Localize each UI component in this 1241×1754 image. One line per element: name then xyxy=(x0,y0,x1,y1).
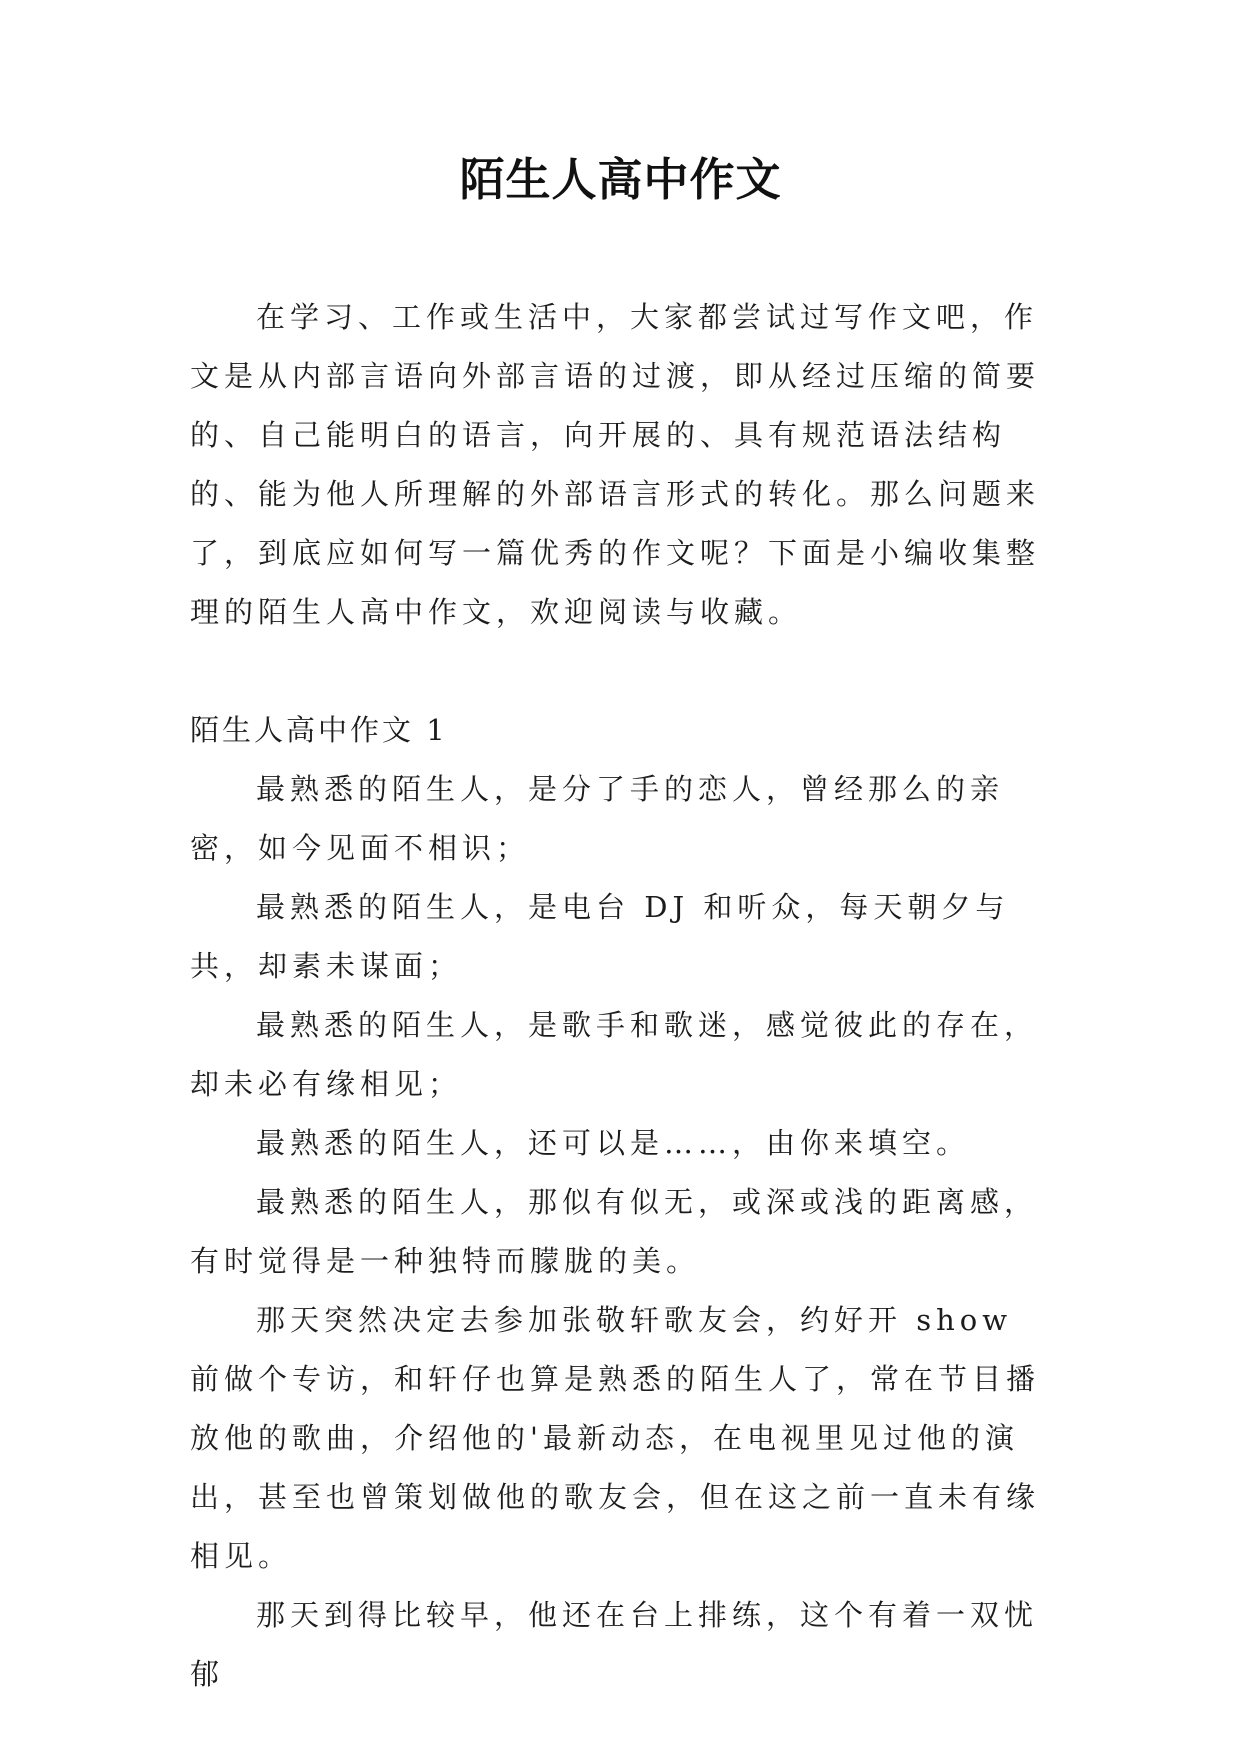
body-paragraph: 最熟悉的陌生人，那似有似无，或深或浅的距离感，有时觉得是一种独特而朦胧的美。 xyxy=(190,1185,1039,1278)
body-paragraph: 那天突然决定去参加张敬轩歌友会，约好开 show 前做个专访，和轩仔也算是熟悉的陌生人了，常在节目播放他的歌曲，介绍他的'最新动态，在电视里见过他的演出，甚至也曾策划做他的歌友会，但在这之前一直未有缘相见。 xyxy=(190,1303,1041,1573)
intro-paragraph: 在学习、工作或生活中，大家都尝试过写作文吧，作文是从内部言语向外部言语的过渡，即从经过压缩的简要的、自己能明白的语言，向开展的、具有规范语法结构的、能为他人所理解的外部语言形式的转化。那么问题来了，到底应如何写一篇优秀的作文呢？下面是小编收集整理的陌生人高中作文，欢迎阅读与收藏。 xyxy=(190,300,1041,629)
body-paragraph: 最熟悉的陌生人，是电台 DJ 和听众，每天朝夕与共，却素未谋面； xyxy=(190,890,1010,983)
document-title: 陌生人高中作文 xyxy=(459,153,782,206)
paragraph-spacer xyxy=(190,642,1050,701)
document-body xyxy=(190,288,1050,1704)
body-paragraph: 最熟悉的陌生人，还可以是……，由你来填空。 xyxy=(256,1126,971,1160)
body-paragraph: 那天到得比较早，他还在台上排练，这个有着一双忧郁 xyxy=(190,1598,1039,1691)
body-paragraph: 最熟悉的陌生人，是分了手的恋人，曾经那么的亲密，如今见面不相识； xyxy=(190,772,1005,865)
body-paragraph: 最熟悉的陌生人，是歌手和歌迷，感觉彼此的存在，却未必有缘相见； xyxy=(190,1008,1039,1101)
section-heading: 陌生人高中作文 1 xyxy=(190,713,448,747)
